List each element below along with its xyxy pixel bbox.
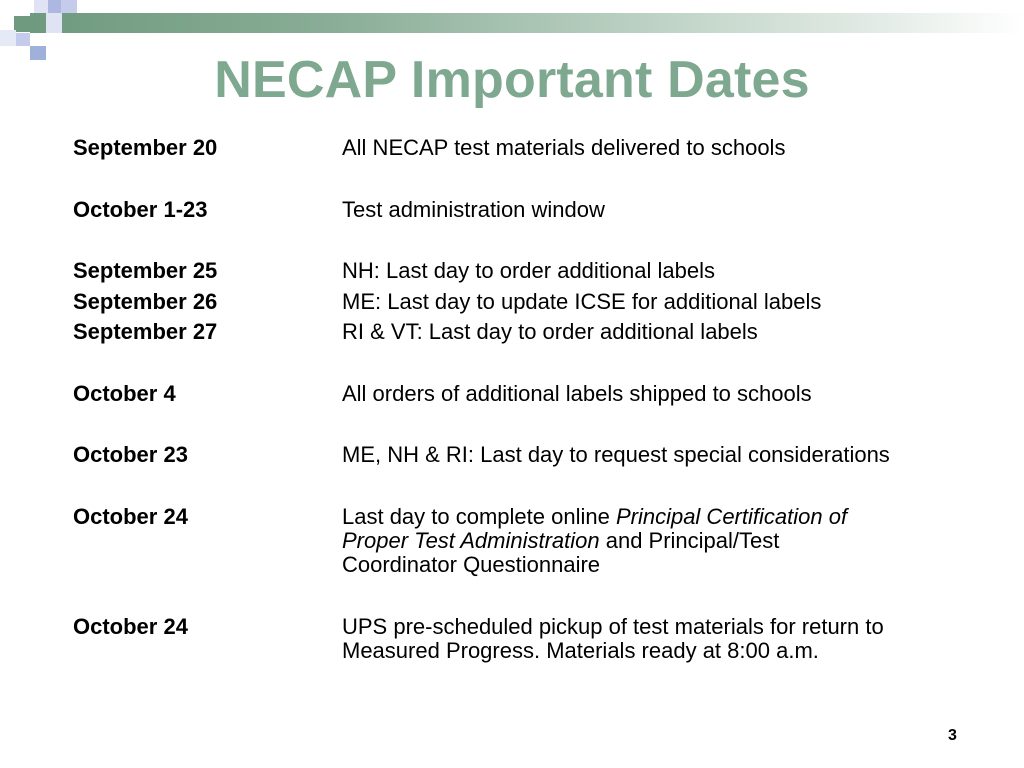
description-line: Measured Progress. Materials ready at 8:00 a.m. bbox=[342, 638, 819, 663]
date-label: September 25 bbox=[73, 258, 218, 283]
header-gradient-bar bbox=[30, 13, 1024, 33]
date-description: All orders of additional labels shipped to schools bbox=[342, 381, 812, 406]
decorative-square bbox=[16, 33, 30, 46]
decorative-square bbox=[14, 16, 30, 32]
date-description: RI & VT: Last day to order additional labels bbox=[342, 319, 758, 344]
decorative-square bbox=[48, 0, 61, 13]
date-description bbox=[342, 505, 992, 577]
decorative-square bbox=[61, 0, 77, 13]
description-text: Last day to complete online bbox=[342, 504, 616, 529]
date-description: Test administration window bbox=[342, 197, 605, 222]
description-line: Coordinator Questionnaire bbox=[342, 552, 601, 577]
date-label: October 4 bbox=[73, 381, 176, 406]
page-number: 3 bbox=[948, 727, 957, 744]
description-line: UPS pre-scheduled pickup of test materials for return to bbox=[342, 614, 884, 639]
date-description: ME, NH & RI: Last day to request special considerations bbox=[342, 442, 890, 467]
date-description bbox=[342, 615, 992, 663]
date-description: ME: Last day to update ICSE for additional labels bbox=[342, 289, 822, 314]
date-label: October 23 bbox=[73, 442, 188, 467]
date-label: October 24 bbox=[73, 504, 188, 529]
date-description: All NECAP test materials delivered to schools bbox=[342, 135, 786, 160]
date-label: September 26 bbox=[73, 289, 218, 314]
decorative-square bbox=[0, 30, 16, 46]
decorative-square bbox=[46, 13, 62, 33]
description-italic-text: Principal Certification of bbox=[615, 504, 848, 529]
description-italic-text: Proper Test Administration bbox=[342, 528, 600, 553]
slide-title: NECAP Important Dates bbox=[214, 51, 810, 109]
description-text: and Principal/Test bbox=[599, 528, 780, 553]
date-label: October 24 bbox=[73, 614, 188, 639]
description-line bbox=[342, 505, 992, 529]
date-label: October 1-23 bbox=[73, 197, 208, 222]
date-description: NH: Last day to order additional labels bbox=[342, 258, 715, 283]
date-label: September 27 bbox=[73, 319, 218, 344]
description-line bbox=[342, 529, 992, 553]
date-label: September 20 bbox=[73, 135, 218, 160]
